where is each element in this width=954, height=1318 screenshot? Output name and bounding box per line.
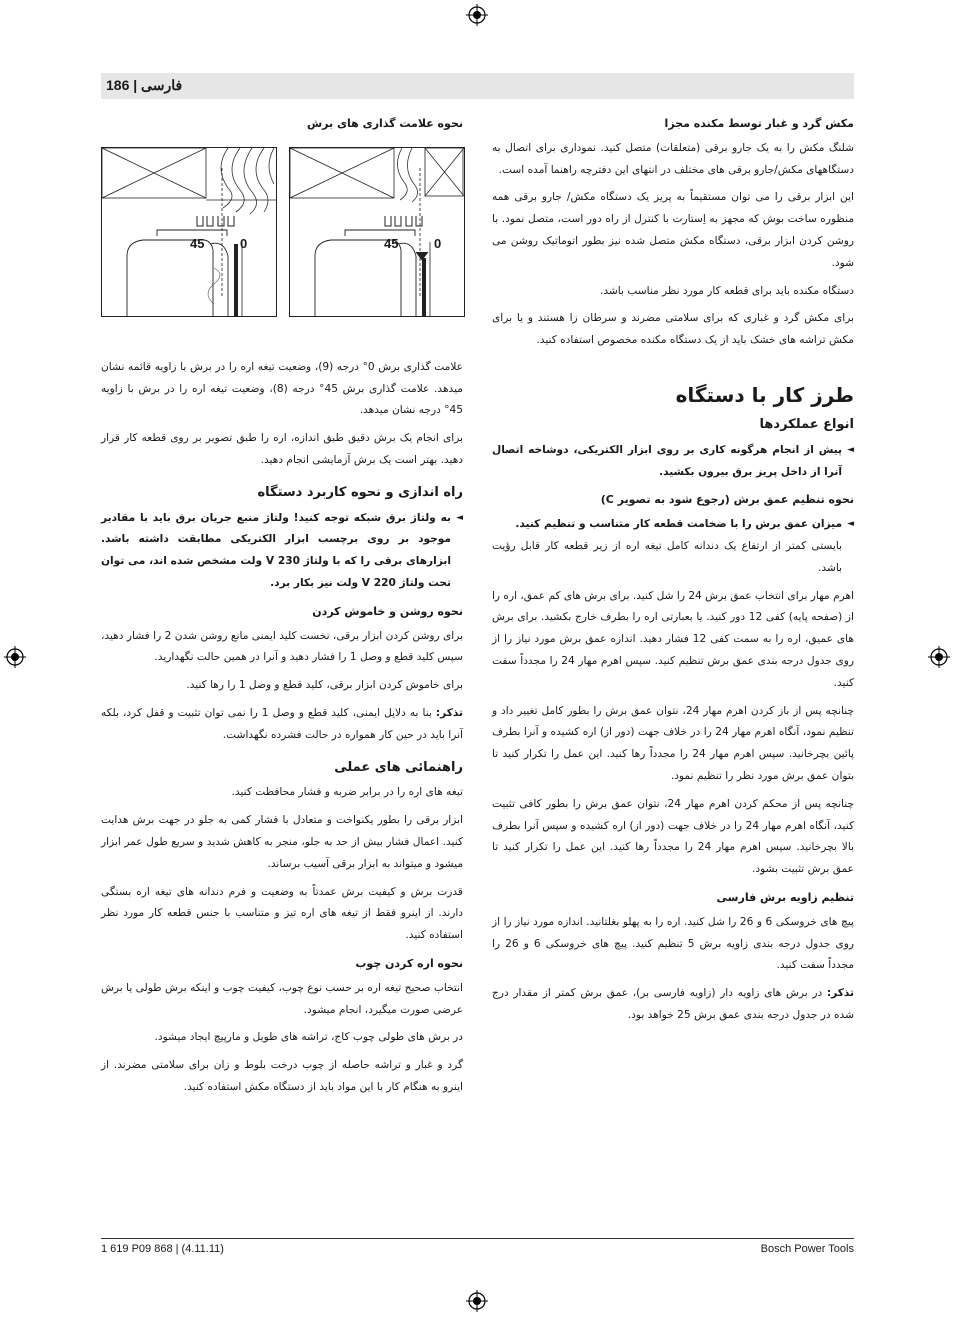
bevel-angle-heading: تنظیم زاویه برش فارسی — [716, 890, 854, 904]
voltage-warning-bullet: ◄ به ولتاژ برق شبکه توجه کنید! ولتاژ منبع جریان برق باید با مقادیر موجود بر روی برچسب ابزار الکتریکی مطابقت داشته باشد. ابزارهای برقی را که با ولتاژ 230 V ولت مشخص شده اند، می توان تحت ولتاژ 220 V ولت نیز بکار برد. — [101, 508, 463, 595]
dust-paragraph-2: این ابزار برقی را می توان مستقیماً به پریز یک دستگاه مکش/ جارو برقی همه منظوره ساخت بوش که مجهز به اِستارت با کنترل از راه دور است، متصل نمود. با روشن کردن ابزار برقی، دستگاه مکش متصل شده نیز بطور اتوماتیک روشن می شود. — [492, 191, 854, 269]
bevel-note — [492, 983, 854, 1027]
figure-0-degree-mark — [289, 147, 465, 317]
cut-marks-heading: نحوه علامت گذاری های برش — [306, 117, 463, 130]
footer-doc-number: 1 619 P09 868 | (4.11.11) — [101, 1243, 224, 1255]
on-off-note-label: تذکر: — [435, 706, 463, 719]
figure-right-label-45: 45 — [384, 235, 399, 251]
cut-marks-figures — [101, 147, 463, 349]
figure-45-degree-mark — [101, 147, 277, 317]
registration-mark-left — [4, 646, 26, 668]
tips-paragraph-3: قدرت برش و کیفیت برش عمدتاً به وضعیت و فرم دندانه های تیغه اره بستگی دارند. از اینرو فقط از تیغه های اره تیز و متناسب با جنس قطعه کار مورد نظر استفاده کنید. — [101, 885, 463, 942]
page-number-label: فارسی | 186 — [106, 77, 183, 93]
figure-0-drawing — [290, 148, 464, 316]
figure-right-label-0: 0 — [434, 235, 442, 251]
registration-mark-right — [928, 646, 950, 668]
cut-depth-paragraph-3: چنانچه پس از محکم کردن اهرم مهار 24، نتوان عمق برش را بطور کافی تثبیت کنید، آنگاه اهرم مهار 24 را در خلاف جهت (دور از) اره کشیده و سپس آنرا بطرف بالا بچرخانید. سپس اهرم مهار 24 را مجدداً رها کنید. این عمل را تکرار کنید تا عمق برش تثبیت بشود. — [492, 797, 854, 876]
registration-mark-top — [466, 4, 488, 26]
cut-depth-paragraph-2: چنانچه پس از باز کردن اهرم مهار 24، نتوان عمق برش را بطور کامل تغییر داد و تنظیم نمود، آنگاه اهرم مهار 24 را در خلاف جهت (دور از) اره کشیده و آنرا بطرف پائین بچرخانید. سپس اهرم مهار 24 را مجدداً رها کنید. این عمل را تکرار کنید تا بتوان عمق برش مورد نظر را تنظیم نمود. — [492, 704, 855, 782]
right-column — [492, 113, 854, 1033]
operation-modes-heading: انواع عملکردها — [759, 416, 854, 432]
bevel-paragraph: پیچ های خروسکی 6 و 26 را شل کنید. اره را به پهلو بغلتانید. اندازه مورد نیاز را از روی جدول درجه بندی زاویه برش 5 تنظیم کنید. پیچ های خروسکی 6 و 26 را مجدداً سفت کنید. — [492, 915, 854, 972]
bevel-note-label: تذکر: — [826, 987, 854, 1000]
figure-left-label-0: 0 — [240, 235, 248, 251]
dust-paragraph-1: شلنگ مکش را به یک جارو برقی (متعلقات) متصل کنید. نموداری برای اتصال به دستگاههای مکش/جارو برقی های مختلف در انتهای این دفترچه راهنما آمده است. — [492, 141, 854, 176]
operation-section-title: طرز کار با دستگاه — [675, 382, 854, 407]
cut-marks-paragraph-2: برای انجام یک برش دقیق طبق اندازه، اره را طبق تصویر بر روی قطعه کار قرار دهید. بهتر است یک برش آزمایشی انجام دهید. — [101, 432, 463, 466]
tips-paragraph-1: تیغه های اره را در برابر ضربه و فشار محافظت کنید. — [231, 786, 463, 799]
wood-paragraph-3: گرد و غبار و تراشه حاصله از چوب درخت بلوط و زان برای سلامتی مضرند. از اینرو به هنگام کار با این مواد باید از دستگاه مکش استفاده کنید. — [101, 1059, 463, 1093]
registration-mark-bottom — [466, 1290, 488, 1312]
page-header-bar — [101, 73, 854, 99]
on-off-paragraph-1: برای روشن کردن ابزار برقی، نخست کلید ایمنی مانع روشن شدن 2 را فشار دهید، سپس کلید قطع و وصل 1 را فشار دهید و آنرا در همین حالت نگهدارید. — [101, 629, 463, 664]
figure-left-label-45: 45 — [190, 235, 205, 251]
dust-paragraph-3: دستگاه مکنده باید برای قطعه کار مورد نظر مناسب باشد. — [599, 284, 854, 297]
dust-extraction-heading: مکش گرد و غبار توسط مکنده مجزا — [664, 117, 854, 130]
bevel-note-text: در برش های زاویه دار (زاویه فارسی بر)، عمق برش کمتر از مقدار درج شده در جدول درجه بندی عمق برش 25 خواهد بود. — [492, 987, 854, 1021]
cut-depth-paragraph-1: اهرم مهار برای انتخاب عمق برش 24 را شل کنید. برای برش های کم عمق، اره را از (صفحه پایه) کفی 12 دور کنید. یا بعبارتی اره را بطرف خارج بکشید. برای برش های عمیق، اره را به سمت کفی 12 فشار دهید. اندازه عمق برش مورد نیاز را از روی جدول درجه بندی عمق برش تنظیم کنید. سپس اهرم مهار 24 را مجدداً سفت کنید. — [491, 589, 854, 689]
on-off-heading: نحوه روشن و خاموش کردن — [312, 604, 463, 618]
wood-paragraph-2: در برش های طولی چوب کاج، تراشه های طویل و مارپیچ ایجاد میشود. — [154, 1031, 463, 1044]
wood-paragraph-1: انتخاب صحیح تیغه اره بر حسب نوع چوب، کیفیت چوب و اینکه برش طولی یا برش عرضی صورت میگیرد، انجام میشود. — [101, 981, 463, 1016]
footer-brand: Bosch Power Tools — [760, 1243, 854, 1255]
footer-divider — [101, 1238, 854, 1239]
unplug-warning-bullet: ◄ پیش از انجام هرگونه کاری بر روی ابزار الکتریکی، دوشاخه اتصال آنرا از داخل پریز برق بیرون بکشید. — [492, 440, 854, 484]
working-tips-heading: راهنمائی های عملی — [334, 759, 463, 775]
cut-depth-bullet-continuation: بایستی کمتر از ارتفاع یک دندانه کامل تیغه اره از زیر قطعه کار قابل رؤیت باشد. — [492, 539, 842, 574]
on-off-note-text: بنا به دلایل ایمنی، کلید قطع و وصل 1 را نمی توان تثبیت و قفل کرد، بلکه آنرا باید در حین کار همواره در حالت فشرده نگهداشت. — [101, 706, 463, 741]
cut-depth-heading: نحوه تنظیم عمق برش (رجوع شود به تصویر C) — [600, 493, 854, 507]
left-column — [101, 113, 463, 1105]
cut-marks-paragraph-1: علامت گذاری برش 0° درجه (9)، وضعیت تیغه اره را در برش با زاویه قائمه نشان میدهد. علامت گذاری برش 45° درجه (8)، وضعیت تیغه اره را در برش با زاویه 45° درجه نشان میدهد. — [101, 360, 463, 417]
sawing-wood-heading: نحوه اره کردن چوب — [355, 956, 463, 970]
dust-paragraph-4: برای مکش گرد و غباری که برای سلامتی مضرند و سرطان زا هستند و یا برای مکش تراشه های خشک باید از یک دستگاه مکنده مخصوص استفاده کنید. — [492, 312, 854, 347]
on-off-paragraph-2: برای خاموش کردن ابزار برقی، کلید قطع و وصل 1 را رها کنید. — [186, 679, 463, 692]
on-off-note — [101, 703, 463, 747]
cut-depth-bullet: ◄ میزان عمق برش را با ضخامت قطعه کار متناسب و تنظیم کنید. — [492, 514, 854, 536]
tips-paragraph-2: ابزار برقی را بطور یکنواخت و متعادل با فشار کمی به جلو در جهت برش هدایت کنید. اعمال فشار بیش از حد به جلو، منجر به کاهش شدید و سریع طول عمر ابزار میشود و میتواند به ابزار برقی آسیب برساند. — [101, 814, 463, 870]
startup-heading: راه اندازی و نحوه کاربرد دستگاه — [257, 484, 463, 500]
figure-45-drawing — [102, 148, 276, 316]
